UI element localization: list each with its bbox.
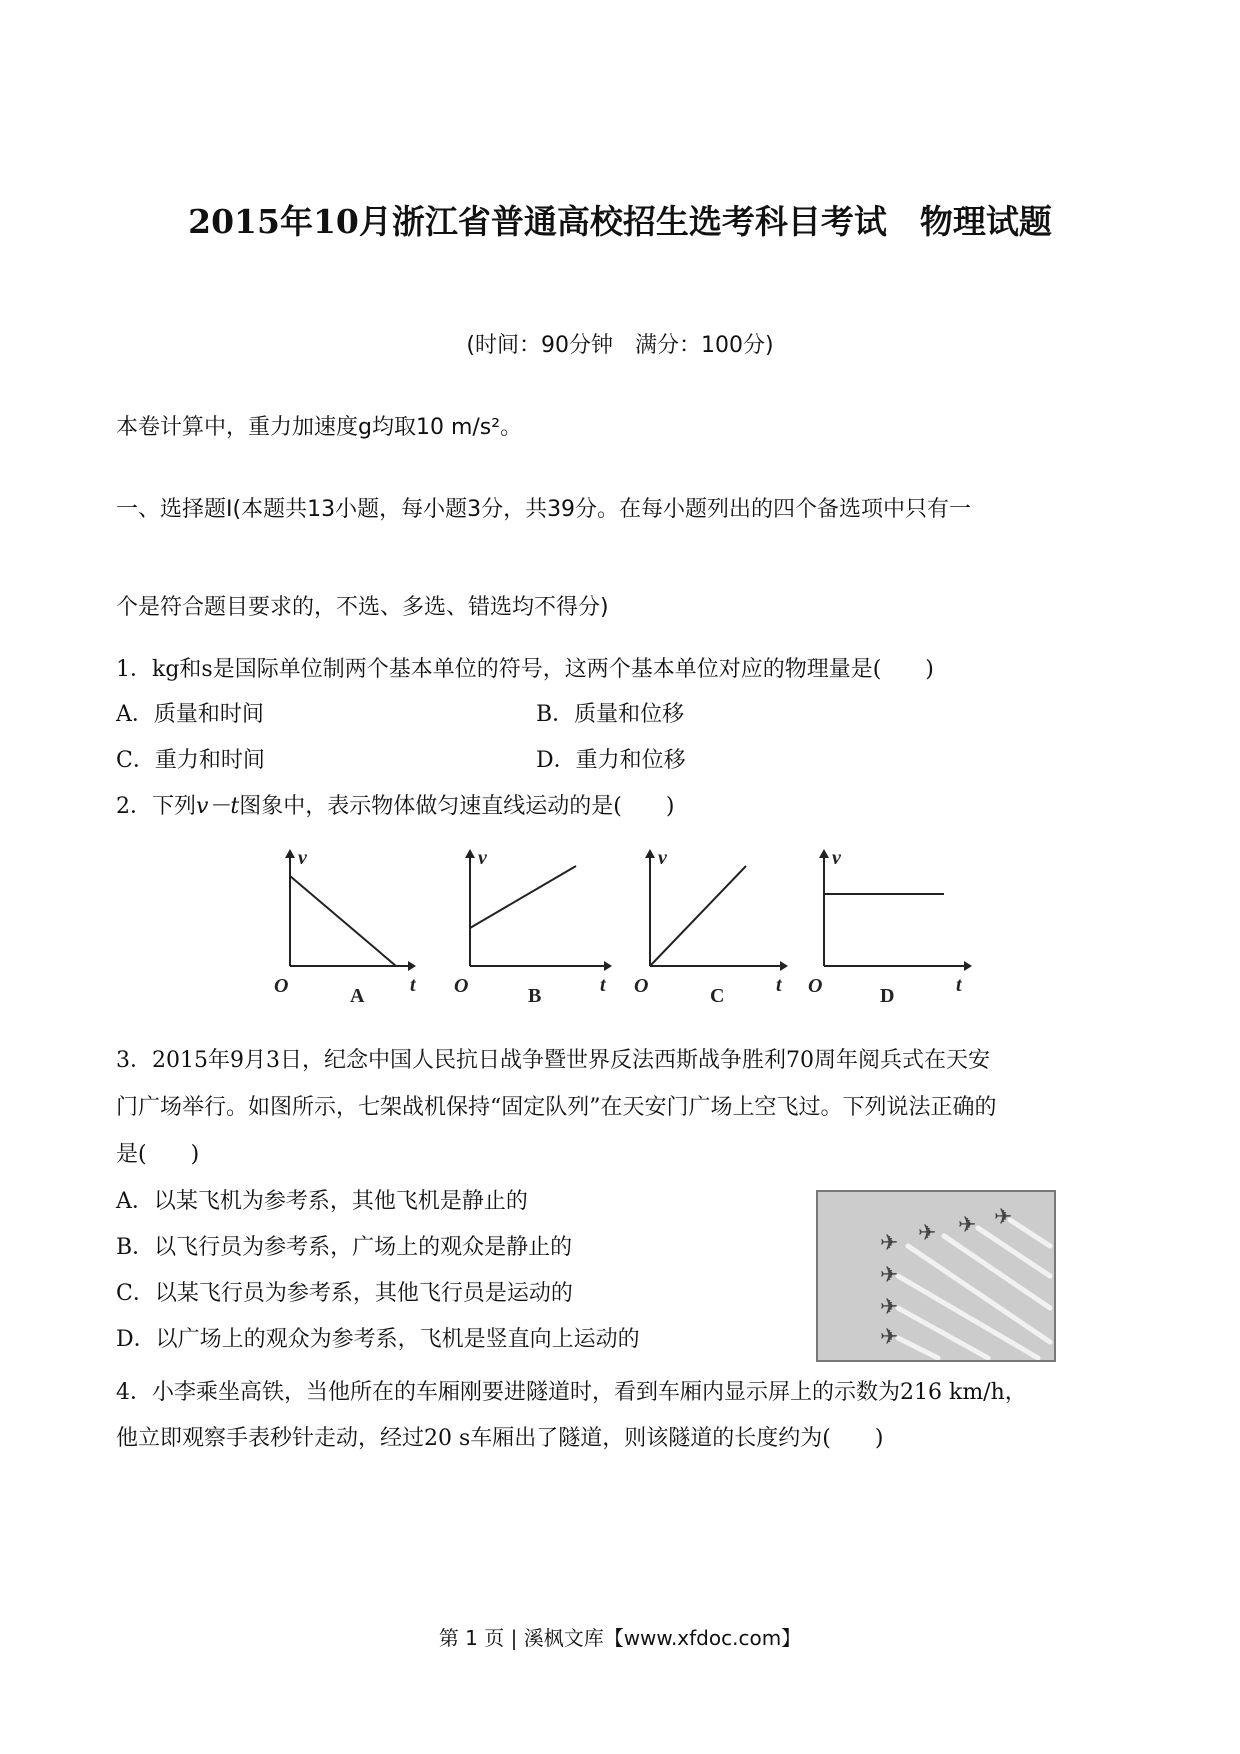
section-heading-line1: 一、选择题Ⅰ(本题共13小题，每小题3分，共39分。在每小题列出的四个备选项中只有一 [116, 497, 972, 522]
q3-stem-line1: 3．2015年9月3日，纪念中国人民抗日战争暨世界反法西斯战争胜利70周年阅兵式在天安 [116, 1048, 990, 1073]
jet-icon: ✈ [958, 1213, 977, 1238]
jet-icon: ✈ [880, 1295, 899, 1320]
graph-b-label: B [528, 985, 542, 1006]
q3-option-b: B．以飞行员为参考系，广场上的观众是静止的 [116, 1235, 573, 1260]
q3-option-a: A．以某飞机为参考系，其他飞机是静止的 [116, 1189, 528, 1214]
graph-a-v-axis: v [298, 847, 307, 869]
graph-a [270, 846, 420, 1006]
page-footer: 第 1 页 | 溪枫文库【www.xfdoc.com】 [438, 1626, 802, 1650]
graph-b-v-axis: v [478, 847, 487, 869]
graph-d [804, 846, 984, 1006]
graph-b [448, 846, 618, 1006]
graph-b-origin: O [454, 975, 469, 997]
exam-info: (时间：90分钟 满分：100分) [466, 333, 774, 358]
q1-stem: 1．kg和s是国际单位制两个基本单位的符号，这两个基本单位对应的物理量是( ) [116, 657, 934, 682]
graph-b-t-axis: t [600, 974, 606, 996]
q3-stem-line2: 门广场举行。如图所示，七架战机保持“固定队列”在天安门广场上空飞过。下列说法正确的 [116, 1095, 997, 1120]
section-heading-line2: 个是符合题目要求的，不选、多选、错选均不得分) [116, 595, 609, 620]
q1-option-c: C．重力和时间 [116, 748, 265, 773]
graph-c-t-axis: t [776, 974, 782, 996]
q3-option-c: C．以某飞行员为参考系，其他飞行员是运动的 [116, 1281, 573, 1306]
jet-icon: ✈ [880, 1263, 899, 1288]
q1-option-d: D．重力和位移 [536, 748, 686, 773]
q1-option-b: B．质量和位移 [536, 702, 685, 727]
jet-icon: ✈ [880, 1231, 899, 1256]
graph-c-origin: O [634, 975, 649, 997]
jet-icon: ✈ [994, 1205, 1013, 1230]
jet-icon: ✈ [918, 1221, 937, 1246]
q2-stem-post: 图象中，表示物体做匀速直线运动的是( ) [239, 794, 675, 819]
q4-stem-line2: 他立即观察手表秒针走动，经过20 s车厢出了隧道，则该隧道的长度约为( ) [116, 1426, 884, 1451]
graph-d-t-axis: t [956, 974, 962, 996]
q2-stem [116, 789, 674, 820]
graph-a-t-axis: t [410, 974, 416, 996]
q4-stem-line1: 4．小李乘坐高铁，当他所在的车厢刚要进隧道时，看到车厢内显示屏上的示数为216 km/h， [116, 1380, 1027, 1405]
q2-stem-variable: v－t [196, 794, 240, 819]
graph-d-label: D [880, 985, 895, 1006]
q2-stem-pre: 2．下列 [116, 794, 196, 819]
q3-stem-line3: 是( ) [116, 1142, 200, 1167]
graph-a-label: A [350, 985, 365, 1006]
graph-d-origin: O [808, 975, 823, 997]
q3-option-d: D．以广场上的观众为参考系，飞机是竖直向上运动的 [116, 1327, 640, 1352]
page-title: 2015年10月浙江省普通高校招生选考科目考试 物理试题 [188, 202, 1052, 241]
q1-option-a: A．质量和时间 [116, 702, 264, 727]
graph-c-v-axis: v [658, 847, 667, 869]
graph-c [630, 846, 800, 1006]
graph-a-origin: O [274, 975, 289, 997]
jet-formation-photo [816, 1190, 1056, 1362]
gravity-note: 本卷计算中，重力加速度g均取10 m/s²。 [116, 415, 523, 440]
graph-d-v-axis: v [832, 847, 841, 869]
jet-icon: ✈ [880, 1325, 899, 1350]
graph-c-label: C [710, 985, 725, 1006]
